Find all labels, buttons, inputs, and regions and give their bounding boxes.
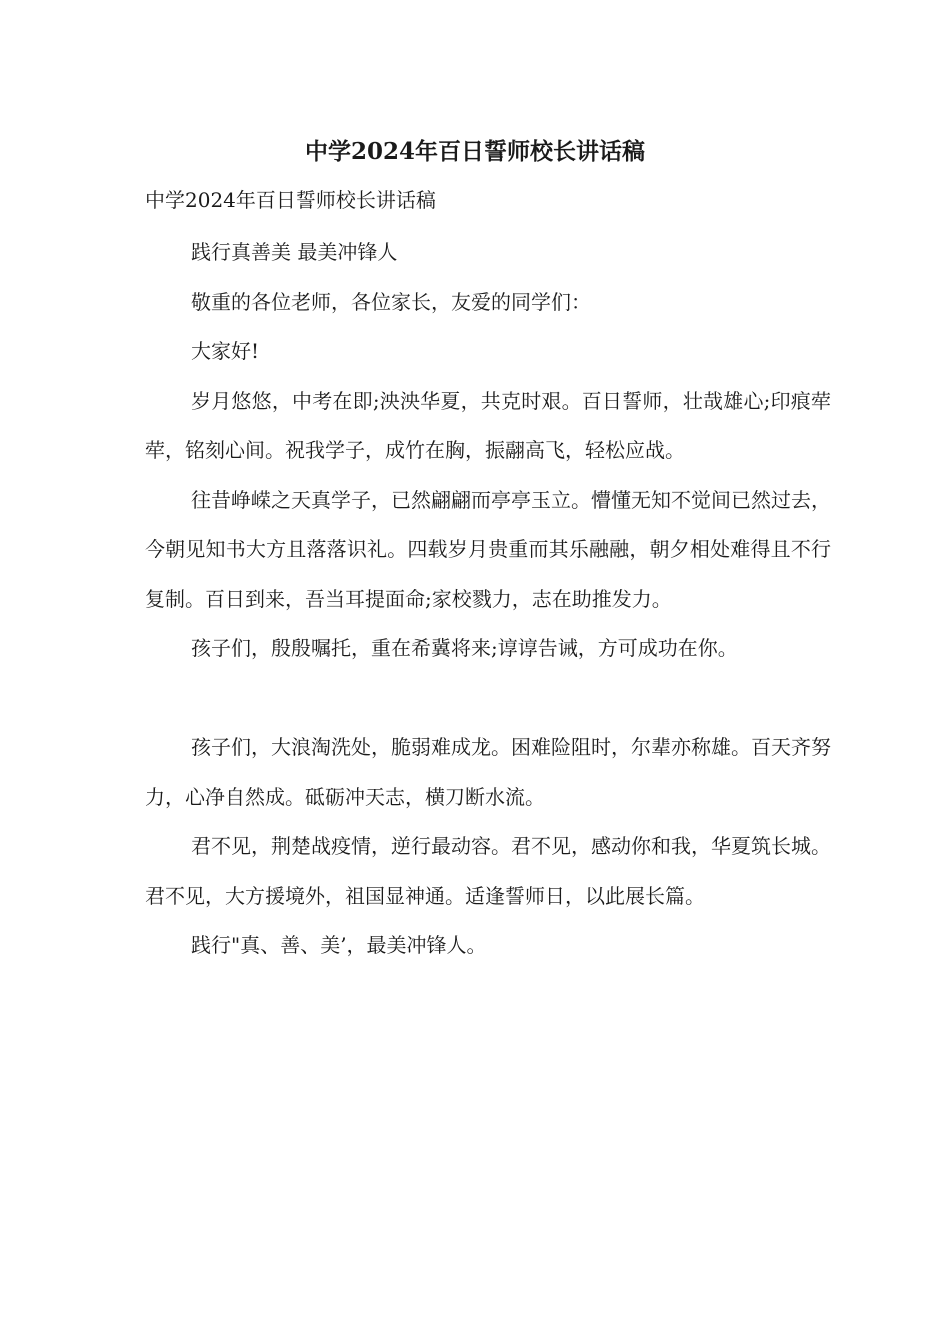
document-subtitle: 中学2024年百日誓师校长讲话稿	[145, 188, 436, 212]
paragraph: 君不见，荆楚战疫情，逆行最动容。君不见，感动你和我，华夏筑长城。君不见，大方援境外，祖国显神通。适逢誓师日，以此展长篇。	[145, 834, 831, 908]
paragraph: 孩子们，大浪淘洗处，脆弱难成龙。困难险阻时，尔辈亦称雄。百天齐努力，心净自然成。砥砺冲天志，横刀断水流。	[145, 735, 831, 809]
document-title: 中学2024年百日誓师校长讲话稿	[304, 138, 645, 165]
paragraph: 往昔峥嵘之天真学子，已然翩翩而亭亭玉立。懵懂无知不觉间已然过去，今朝见知书大方且落落识礼。四载岁月贵重而其乐融融，朝夕相处难得且不行复制。百日到来，吾当耳提面命;家校戮力，志在助推发力。	[145, 487, 831, 611]
paragraph-salutation: 敬重的各位老师，各位家长，友爱的同学们：	[191, 289, 591, 314]
blank-line	[145, 674, 831, 724]
paragraph: 孩子们，殷殷嘱托，重在希冀将来;谆谆告诫，方可成功在你。	[191, 636, 738, 660]
paragraph-theme: 践行真善美 最美冲锋人	[191, 240, 398, 264]
paragraph: 岁月悠悠，中考在即;泱泱华夏，共克时艰。百日誓师，壮哉雄心;印痕荦荦，铭刻心间。祝我学子，成竹在胸，振翮高飞，轻松应战。	[145, 388, 831, 462]
paragraph-greeting: 大家好!	[191, 339, 260, 363]
document-body	[145, 228, 831, 971]
paragraph-closing: 践行"真、善、美’，最美冲锋人。	[191, 933, 487, 957]
